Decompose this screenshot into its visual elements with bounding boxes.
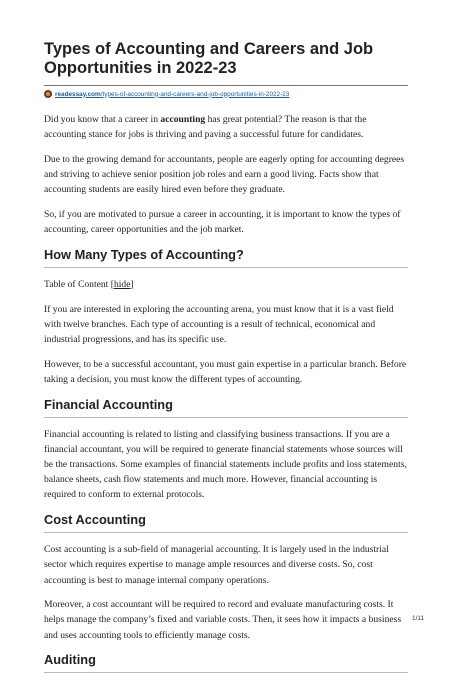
source-domain-link[interactable]: readessay.com [55, 90, 101, 98]
intro-paragraph-1 [44, 112, 408, 142]
source-line [44, 90, 408, 98]
intro-paragraph-3: So, if you are motivated to pursue a career in accounting, it is important to know the types of accounting, career opportunities and the job market. [44, 209, 401, 236]
page-number: 1/11 [412, 615, 424, 622]
auditing-heading-divider [44, 672, 408, 673]
types-heading: How Many Types of Accounting? [44, 246, 244, 262]
toc-label: Table of Content [44, 278, 111, 290]
cost-heading: Cost Accounting [44, 512, 146, 528]
source-path-link[interactable]: /types-of-accounting-and-careers-and-job-opportunities-in-2022-23 [100, 90, 290, 98]
intro-text-start: Did you know that a career in [44, 114, 161, 125]
financial-heading-divider [44, 417, 408, 418]
page-title: Types of Accounting and Careers and Job Opportunities in 2022-23 [44, 40, 374, 77]
title-divider [44, 85, 408, 86]
intro-bold-keyword: accounting [160, 114, 206, 125]
table-of-content [44, 277, 408, 292]
toc-open-bracket: [ [110, 278, 114, 290]
cost-paragraph-2: Moreover, a cost accountant will be required to record and evaluate manufacturing costs. It helps manage the company’s fixed and variable costs. Then, it sees how it impacts a business and uses accounting tools to efficiently manage costs. [44, 599, 402, 641]
types-paragraph-2: However, to be a successful accountant, you must gain expertise in a particular branch. Before taking a decision, you must know the different types of accounting. [44, 358, 407, 385]
toc-close-bracket: ] [130, 278, 134, 290]
cost-paragraph-1: Cost accounting is a sub-field of managerial accounting. It is largely used in the industrial sector which requires expertise to manage ample resources and diverse costs. So, cost accounting is best to manage internal company operations. [44, 544, 389, 586]
document-page [44, 40, 408, 682]
cost-heading-divider [44, 532, 408, 533]
auditing-heading: Auditing [44, 652, 96, 668]
intro-text-end: has great potential? The reason is that the accounting stance for jobs is thriving and paving a successful future for candidates. [44, 114, 367, 141]
site-favicon-icon [44, 90, 52, 98]
intro-paragraph-2: Due to the growing demand for accountants, people are eagerly opting for accounting degrees and striving to achieve senior position job roles and earn a good living. Facts show that accounting students are easily hired even before they graduate. [44, 153, 405, 196]
toc-hide-link[interactable]: hide [113, 278, 131, 290]
financial-paragraph-1: Financial accounting is related to listing and classifying business transactions. If you are a financial accountant, you will be required to generate financial statements whose sources will be the transactions. Some examples of financial statements include profits and loss statements, balance sheets, cash flow statements and much more. However, financial accounting is required to conform to external protocols. [44, 428, 407, 501]
types-paragraph-1: If you are interested in exploring the accounting arena, you must know that it is a vast field with twelve branches. Each type of accounting is a result of technical, economical and industrial progressions, and has its specific use. [44, 303, 394, 346]
types-heading-divider [44, 267, 408, 268]
financial-heading: Financial Accounting [44, 396, 173, 412]
